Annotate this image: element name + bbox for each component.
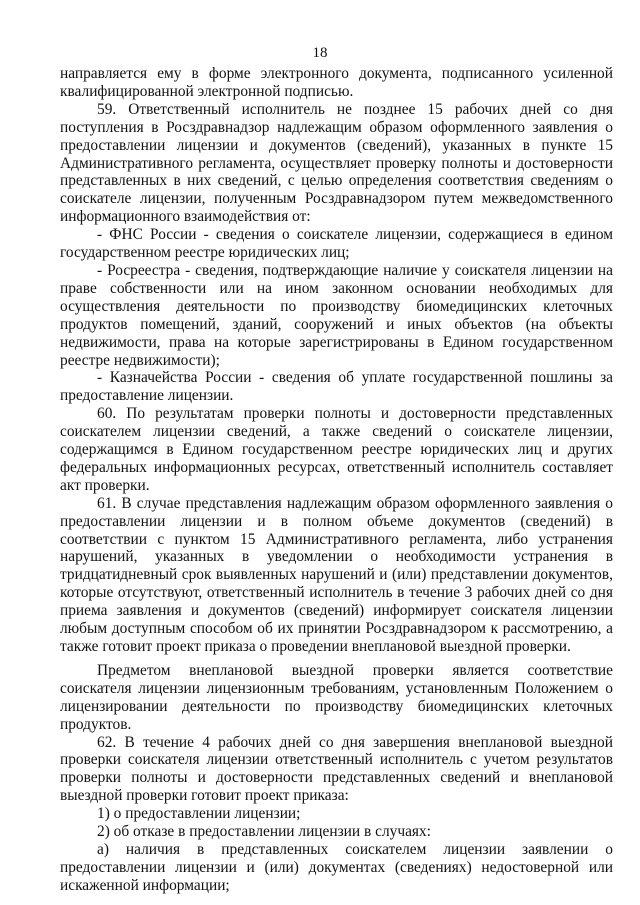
paragraph-inspection-subject: Предметом внеплановой выездной проверки является соответствие соискателя лицензии лицензионным требованиям, установленным Положением о лицензировании деятельности по производству биомедицинских клеточных продуктов.: [60, 661, 613, 733]
list-item-rosreestr: - Росреестра - сведения, подтверждающие наличие у соискателя лицензии на праве собственности или на ином законном основании необходимых для осуществления деятельности по производству биомедицинских клеточных продуктов помещений, зданий, сооружений и иных объектов (на объекты недвижимости, права на которые зарегистрированы в Едином государственном реестре недвижимости);: [60, 261, 613, 369]
paragraph-61: 61. В случае представления надлежащим образом оформленного заявления о предоставлении лицензии и в полном объеме документов (сведений) в соответствии с пунктом 15 Административного регламента, либо устранения нарушений, указанных в уведомлении о необходимости устранения в тридцатидневный срок выявленных нарушений и (или) представлении документов, которые отсутствуют, ответственный исполнитель в течение 3 рабочих дней со дня приема заявления и документов (сведений) информирует соискателя лицензии любым доступным способом об их принятии Росздравнадзором к рассмотрению, а также готовит проект приказа о проведении внеплановой выездной проверки.: [60, 494, 613, 655]
paragraph-continuation: направляется ему в форме электронного документа, подписанного усиленной квалифицированной электронной подписью.: [60, 65, 613, 100]
paragraph-59: 59. Ответственный исполнитель не позднее 15 рабочих дней со дня поступления в Росздравнадзор надлежащим образом оформленного заявления о предоставлении лицензии и документов (сведений), указанных в пункте 15 Административного регламента, осуществляет проверку полноты и достоверности представленных в них сведений, с целью определения соответствия сведениям о соискателе лицензии, полученным Росздравнадзором путем межведомственного информационного взаимодействия от:: [60, 100, 613, 226]
list-item-2: 2) об отказе в предоставлении лицензии в случаях:: [97, 823, 431, 841]
paragraph-60: 60. По результатам проверки полноты и достоверности представленных соискателем лицензии сведений, а также сведений о соискателе лицензии, содержащимся в Едином государственном реестре юридических лиц и других федеральных информационных ресурсах, ответственный исполнитель составляет акт проверки.: [60, 405, 613, 494]
list-item-fns: - ФНС России - сведения о соискателе лицензии, содержащиеся в едином государственном реестре юридических лиц;: [60, 226, 613, 262]
list-item-1: 1) о предоставлении лицензии;: [97, 805, 301, 823]
list-item-2a: а) наличия в представленных соискателем лицензии заявлении о предоставлении лицензии и (или) документах (сведениях) недостоверной или искаженной информации;: [60, 840, 613, 894]
list-item-treasury: - Казначейства России - сведения об уплате государственной пошлины за предоставление лицензии.: [60, 369, 613, 405]
paragraph-62: 62. В течение 4 рабочих дней со дня завершения внеплановой выездной проверки соискателя лицензии ответственный исполнитель с учетом результатов проверки полноты и достоверности представленных сведений и внеплановой выездной проверки готовит проект приказа:: [60, 733, 613, 805]
page-number: 18: [312, 45, 328, 61]
document-body: [60, 65, 613, 895]
